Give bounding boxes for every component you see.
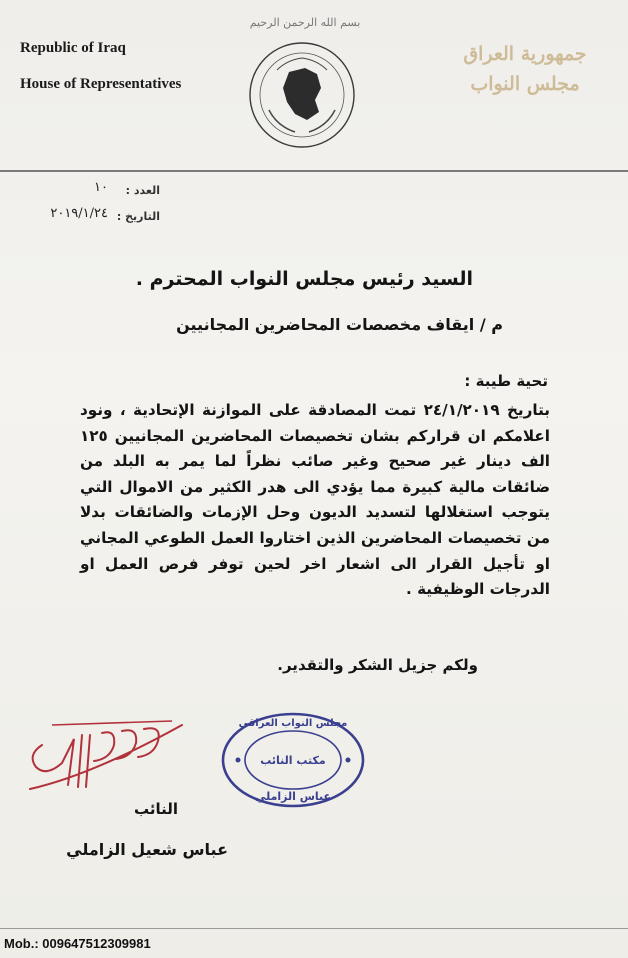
letter-greeting: تحية طيبة : xyxy=(464,372,548,390)
letter-body: بتاريخ ٢٤/١/٢٠١٩ تمت المصادقة على الموازنة الإتحادية ، ونود اعلامكم ان قراركم بشان تخصيصات المحاضرين المجانيين ١٢٥ الف دينار غير صحيح وغير صائب نظراً لما يمر به البلد من ضائقات مالية كبيرة مما يؤدي الى هدر الكثير من الاموال التي يتوجب استغلالها لتسديد الديون وحل الإزمات والضائقات بدلا من تخصيصات المحاضرين الذين اختاروا العمل الطوعي المجاني او تأجيل القرار الى اشعار اخر لحين توفر فرص العمل او الدرجات الوظيفية . xyxy=(80,401,550,599)
document-date-value: ٢٠١٩/١/٢٤ xyxy=(50,206,108,221)
footer-mobile-number: Mob.: 009647512309981 xyxy=(4,936,151,951)
stamp-name-text: عباس الزاملي xyxy=(254,790,332,803)
letter-subject: م / ايقاف مخصصات المحاضرين المجانيين xyxy=(176,315,503,334)
signer-title: النائب xyxy=(133,800,178,818)
official-stamp xyxy=(218,710,368,810)
header-arabic-country: جمهورية العراق xyxy=(463,43,587,65)
footer-divider xyxy=(0,928,628,929)
header-english-institution: House of Representatives xyxy=(20,76,182,92)
parliament-emblem-icon xyxy=(247,40,357,150)
letter-addressee: السيد رئيس مجلس النواب المحترم . xyxy=(135,268,473,290)
document-number-value: ١٠ xyxy=(94,180,108,195)
handwritten-signature xyxy=(22,705,197,800)
header-arabic-institution: مجلس النواب xyxy=(470,73,580,95)
stamp-outer-text: مجلس النواب العراقي xyxy=(238,718,348,729)
signer-name: عباس شعيل الزاملي xyxy=(66,840,228,859)
header-english-country: Republic of Iraq xyxy=(20,40,126,56)
letter-closing: ولكم جزيل الشكر والتقدير. xyxy=(277,656,478,674)
basmala: بسم الله الرحمن الرحيم xyxy=(249,16,361,29)
header-divider xyxy=(0,170,628,172)
stamp-office-text: مكتب النائب xyxy=(260,754,326,767)
document-date-label: التاريخ : xyxy=(116,210,160,223)
document-number-label: العدد : xyxy=(125,184,160,197)
